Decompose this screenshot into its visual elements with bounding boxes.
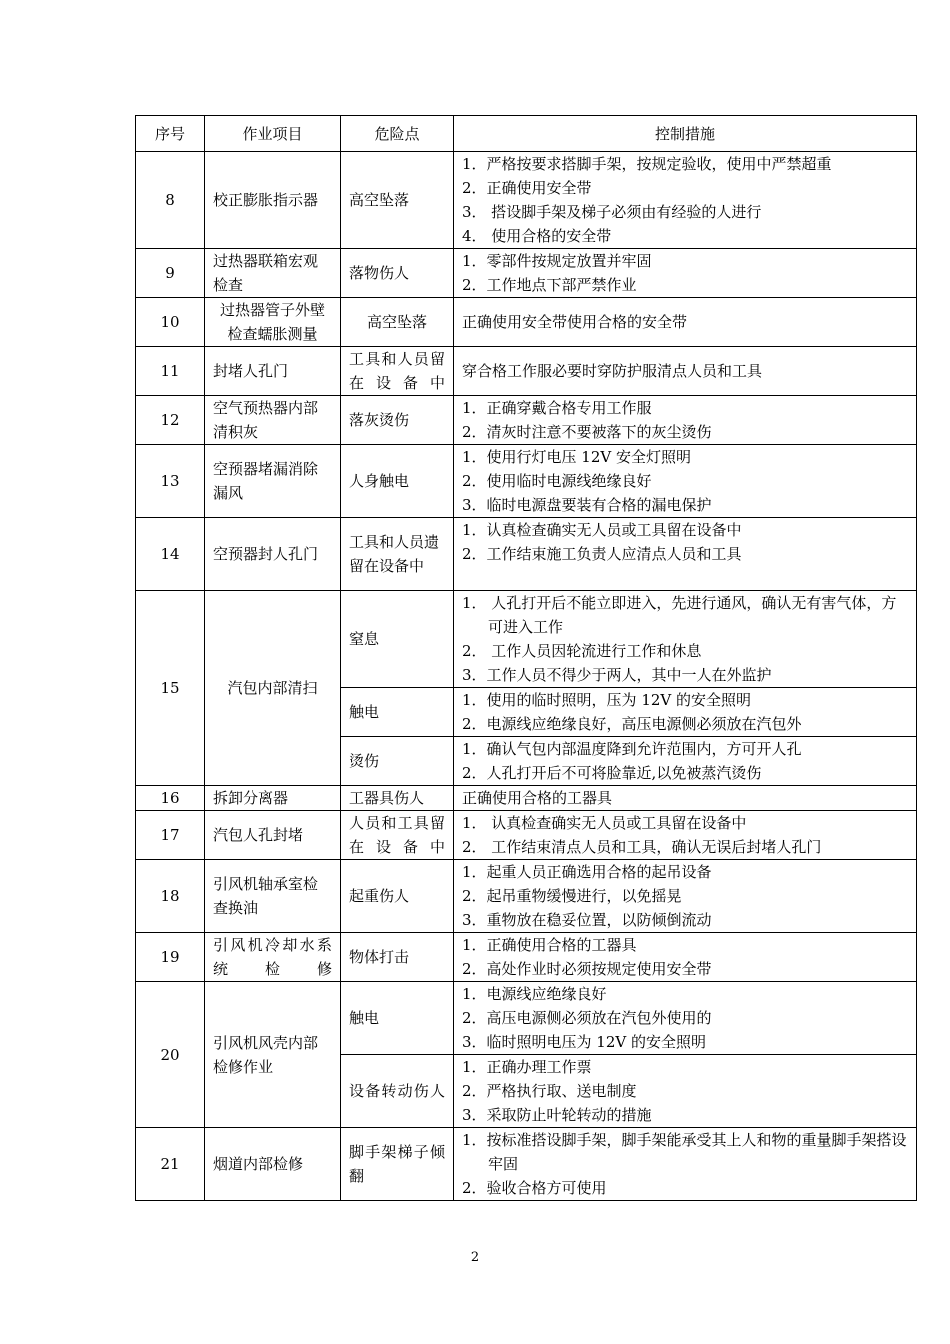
task-cell: 引风机风壳内部检修作业 [205,982,341,1128]
measures-cell [454,860,917,933]
hazard-cell: 落灰烫伤 [341,396,454,445]
row-number: 9 [136,249,205,298]
task-cell: 汽包内部清扫 [205,591,341,786]
header-no: 序号 [136,116,205,152]
measure-line: 1．正确办理工作票 [462,1058,592,1076]
measure-line: 3．重物放在稳妥位置，以防倾倒流动 [462,911,712,929]
measure-line: 2．清灰时注意不要被落下的灰尘烫伤 [462,423,712,441]
measure-line: 2．严格执行取、送电制度 [462,1082,637,1100]
measure-line: 1．使用的临时照明，压为 12V 的安全照明 [462,691,752,709]
table-row [136,860,917,933]
measure-line: 1．正确使用合格的工器具 [462,936,637,954]
task-cell: 汽包人孔封堵 [205,811,341,860]
hazard-cell: 窒息 [341,591,454,688]
measure-line: 3．临时电源盘要装有合格的漏电保护 [462,496,712,514]
row-number: 19 [136,933,205,982]
measure-line: 2．人孔打开后不可将脸靠近,以免被蒸汽烫伤 [462,764,762,782]
measure-line: 1．认真检查确实无人员或工具留在设备中 [462,521,742,539]
measure-line: 2．工作地点下部严禁作业 [462,276,637,294]
measure-line: 2．工作结束施工负责人应清点人员和工具 [462,545,742,563]
row-number: 11 [136,347,205,396]
measures-cell [454,811,917,860]
row-number: 20 [136,982,205,1128]
measures-cell [454,933,917,982]
page-number: 2 [470,1250,480,1265]
measure-line: 1．电源线应绝缘良好 [462,985,607,1003]
table-row [136,591,917,688]
hazard-cell: 触电 [341,688,454,737]
row-number: 13 [136,445,205,518]
table-row [136,1128,917,1201]
table-header-row [136,116,917,152]
measures-cell [454,347,917,396]
measures-cell [454,152,917,249]
measure-line: 正确使用合格的工器具 [462,789,613,807]
hazard-cell: 人员和工具留在设备中 [341,811,454,860]
measure-line: 2．起吊重物缓慢进行，以免摇晃 [462,887,682,905]
header-hazard: 危险点 [341,116,454,152]
row-number: 15 [136,591,205,786]
measure-line: 1．起重人员正确选用合格的起吊设备 [462,863,712,881]
table-row [136,152,917,249]
measure-line: 1． 认真检查确实无人员或工具留在设备中 [462,814,747,832]
hazard-cell: 工具和人员留在设备中 [341,347,454,396]
hazard-cell: 落物伤人 [341,249,454,298]
hazard-cell: 人身触电 [341,445,454,518]
hazard-cell: 工具和人员遗留在设备中 [341,518,454,591]
measures-cell [454,249,917,298]
table-row [136,811,917,860]
measure-line: 4． 使用合格的安全带 [462,227,612,245]
measure-line: 1．使用行灯电压 12V 安全灯照明 [462,448,692,466]
measure-line: 1．按标准搭设脚手架，脚手架能承受其上人和物的重量脚手架搭设牢固 [462,1131,907,1173]
measure-line: 正确使用安全带使用合格的安全带 [462,313,688,331]
measure-line: 3． 搭设脚手架及梯子必须由有经验的人进行 [462,203,762,221]
row-number: 8 [136,152,205,249]
measure-line: 3．采取防止叶轮转动的措施 [462,1106,652,1124]
measures-cell [454,591,917,688]
measure-line: 1． 人孔打开后不能立即进入，先进行通风，确认无有害气体，方可进入工作 [462,594,897,636]
measures-cell [454,1055,917,1128]
table-row [136,445,917,518]
measure-line: 2．电源线应绝缘良好，高压电源侧必须放在汽包外 [462,715,802,733]
task-cell: 烟道内部检修 [205,1128,341,1201]
measure-line: 1．正确穿戴合格专用工作服 [462,399,652,417]
measure-line: 2．验收合格方可使用 [462,1179,607,1197]
task-cell: 拆卸分离器 [205,786,341,811]
task-cell: 引风机轴承室检查换油 [205,860,341,933]
row-number: 14 [136,518,205,591]
task-cell: 空预器堵漏消除漏风 [205,445,341,518]
hazard-control-table [135,115,917,1201]
hazard-cell: 高空坠落 [341,298,454,347]
row-number: 12 [136,396,205,445]
task-cell: 校正膨胀指示器 [205,152,341,249]
measure-line: 2．使用临时电源线绝缘良好 [462,472,652,490]
hazard-cell: 物体打击 [341,933,454,982]
measure-line: 2．正确使用安全带 [462,179,592,197]
measures-cell [454,1128,917,1201]
task-cell: 空气预热器内部清积灰 [205,396,341,445]
measure-line: 2． 工作结束清点人员和工具，确认无误后封堵人孔门 [462,838,822,856]
task-cell: 过热器管子外壁检查蠕胀测量 [205,298,341,347]
hazard-cell: 工器具伤人 [341,786,454,811]
hazard-cell: 脚手架梯子倾翻 [341,1128,454,1201]
measure-line: 2．高处作业时必须按规定使用安全带 [462,960,712,978]
hazard-cell: 起重伤人 [341,860,454,933]
hazard-cell: 烫伤 [341,737,454,786]
row-number: 21 [136,1128,205,1201]
measures-cell [454,298,917,347]
row-number: 16 [136,786,205,811]
measure-line: 2． 工作人员因轮流进行工作和休息 [462,642,702,660]
measures-cell [454,786,917,811]
measure-line: 3．临时照明电压为 12V 的安全照明 [462,1033,707,1051]
measures-cell [454,396,917,445]
table-row [136,786,917,811]
measures-cell [454,737,917,786]
hazard-cell: 触电 [341,982,454,1055]
hazard-cell: 高空坠落 [341,152,454,249]
table-row [136,933,917,982]
measure-line: 1．严格按要求搭脚手架，按规定验收，使用中严禁超重 [462,155,832,173]
table-row [136,396,917,445]
task-cell: 空预器封人孔门 [205,518,341,591]
task-cell: 封堵人孔门 [205,347,341,396]
measure-line: 1．零部件按规定放置并牢固 [462,252,652,270]
measures-cell [454,518,917,591]
table-row [136,298,917,347]
header-measures: 控制措施 [454,116,917,152]
row-number: 18 [136,860,205,933]
header-task: 作业项目 [205,116,341,152]
measures-cell [454,688,917,737]
measures-cell [454,445,917,518]
task-cell: 过热器联箱宏观检查 [205,249,341,298]
table-row [136,518,917,591]
row-number: 17 [136,811,205,860]
table-row [136,249,917,298]
table-row [136,347,917,396]
table-row [136,982,917,1055]
task-cell: 引风机冷却水系统检修 [205,933,341,982]
measure-line: 1．确认气包内部温度降到允许范围内，方可开人孔 [462,740,802,758]
measure-line: 2．高压电源侧必须放在汽包外使用的 [462,1009,712,1027]
measures-cell [454,982,917,1055]
measure-line: 穿合格工作服必要时穿防护服清点人员和工具 [462,362,763,380]
measure-line: 3．工作人员不得少于两人，其中一人在外监护 [462,666,772,684]
row-number: 10 [136,298,205,347]
hazard-cell: 设备转动伤人 [341,1055,454,1128]
